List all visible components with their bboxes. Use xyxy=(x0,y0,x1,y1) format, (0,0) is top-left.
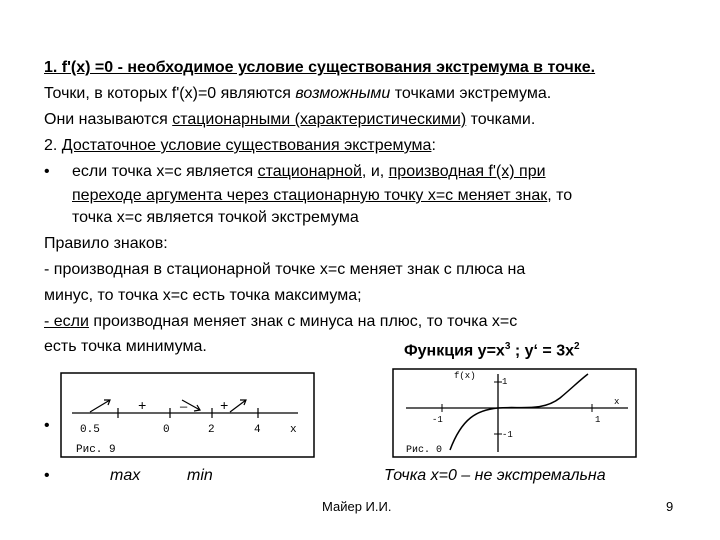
line-3 xyxy=(44,110,535,130)
sufficient-condition-heading: Достаточное условие существования экстремума xyxy=(61,137,432,154)
conclusion-text: Точка x=0 – не экстремальна xyxy=(384,467,606,484)
figure-right-caption: Рис. 0 xyxy=(406,445,443,456)
line-3-part-3: точками. xyxy=(466,111,536,128)
max-label: max xyxy=(110,467,141,484)
tick-label-0: 0.5 xyxy=(80,424,100,436)
cubic-graph-svg xyxy=(392,368,637,458)
formula-sup-1: 3 xyxy=(504,341,511,352)
line-11-rest: производная меняет знак с минуса на плюс, то точка x=c xyxy=(88,313,518,330)
line-5-derivative: производная f'(x) при xyxy=(388,163,546,180)
formula-sup-2: 2 xyxy=(573,341,580,352)
formula-part-2: ; y‘ = 3x xyxy=(510,342,574,360)
graph-frame xyxy=(393,369,636,457)
line-2-italic: возможными xyxy=(295,85,391,102)
line-1 xyxy=(44,58,595,78)
line-9: - производная в стационарной точке x=c меняет знак с плюса на xyxy=(44,261,526,278)
line-11-if: - если xyxy=(44,313,89,330)
formula-part-1: Функция y=x xyxy=(404,342,505,360)
bottom-bullet-1: • xyxy=(44,417,50,434)
line-2-part-3: точками экстремума. xyxy=(390,85,552,102)
sign-plus-2: + xyxy=(220,399,229,415)
sign-line-figure xyxy=(60,372,315,458)
tick-label-2: 2 xyxy=(208,424,215,436)
line-11 xyxy=(44,312,517,332)
line-3-part-1: Они называются xyxy=(44,111,173,128)
necessary-condition-text: 1. f'(x) =0 - необходимое условие существования экстремума в точке. xyxy=(44,59,596,76)
line-4 xyxy=(44,136,436,156)
footer-author: Майер И.И. xyxy=(322,499,392,514)
graph-y-label: f(x) xyxy=(454,371,476,381)
line-4-colon: : xyxy=(431,137,436,154)
graph-x-label: x xyxy=(614,397,620,407)
cubic-graph-figure xyxy=(392,368,637,458)
line-6 xyxy=(72,186,572,206)
line-5 xyxy=(72,162,546,182)
graph-top-tick: 1 xyxy=(502,377,508,387)
line-8: Правило знаков: xyxy=(44,235,168,252)
line-10: минус, то точка x=c есть точка максимума; xyxy=(44,287,362,304)
sign-minus: — xyxy=(180,400,188,414)
line-5-part-1: если точка x=c является xyxy=(72,163,258,180)
line-5-part-3: , и, xyxy=(361,163,389,180)
min-label: min xyxy=(187,467,213,484)
bottom-bullet-2: • xyxy=(44,467,50,484)
line-2-part-1: Точки, в которых f'(x)=0 являются xyxy=(44,85,296,102)
bullet-marker: • xyxy=(44,163,50,180)
line-6-tail: , то xyxy=(547,187,573,204)
line-6-underlined: переходе аргумента через стационарную точку x=c меняет знак xyxy=(72,187,548,204)
page-number: 9 xyxy=(666,499,674,514)
function-formula xyxy=(404,337,580,361)
line-12: есть точка минимума. xyxy=(44,338,207,355)
line-7: точка x=c является точкой экстремума xyxy=(72,209,359,226)
sign-plus-1: + xyxy=(138,399,147,415)
figure-left-caption: Рис. 9 xyxy=(76,444,116,456)
graph-left-tick: -1 xyxy=(432,415,443,425)
sign-line-svg xyxy=(60,372,315,458)
tick-label-3: 4 xyxy=(254,424,261,436)
tick-label-4: x xyxy=(290,424,297,436)
line-4-part-1: 2. xyxy=(44,137,62,154)
graph-bottom-tick: -1 xyxy=(502,430,513,440)
graph-right-tick: 1 xyxy=(595,415,601,425)
line-3-underlined: стационарными (характеристическими) xyxy=(172,111,467,128)
line-2 xyxy=(44,84,551,104)
tick-label-1: 0 xyxy=(163,424,170,436)
line-5-stationary: стационарной xyxy=(257,163,362,180)
